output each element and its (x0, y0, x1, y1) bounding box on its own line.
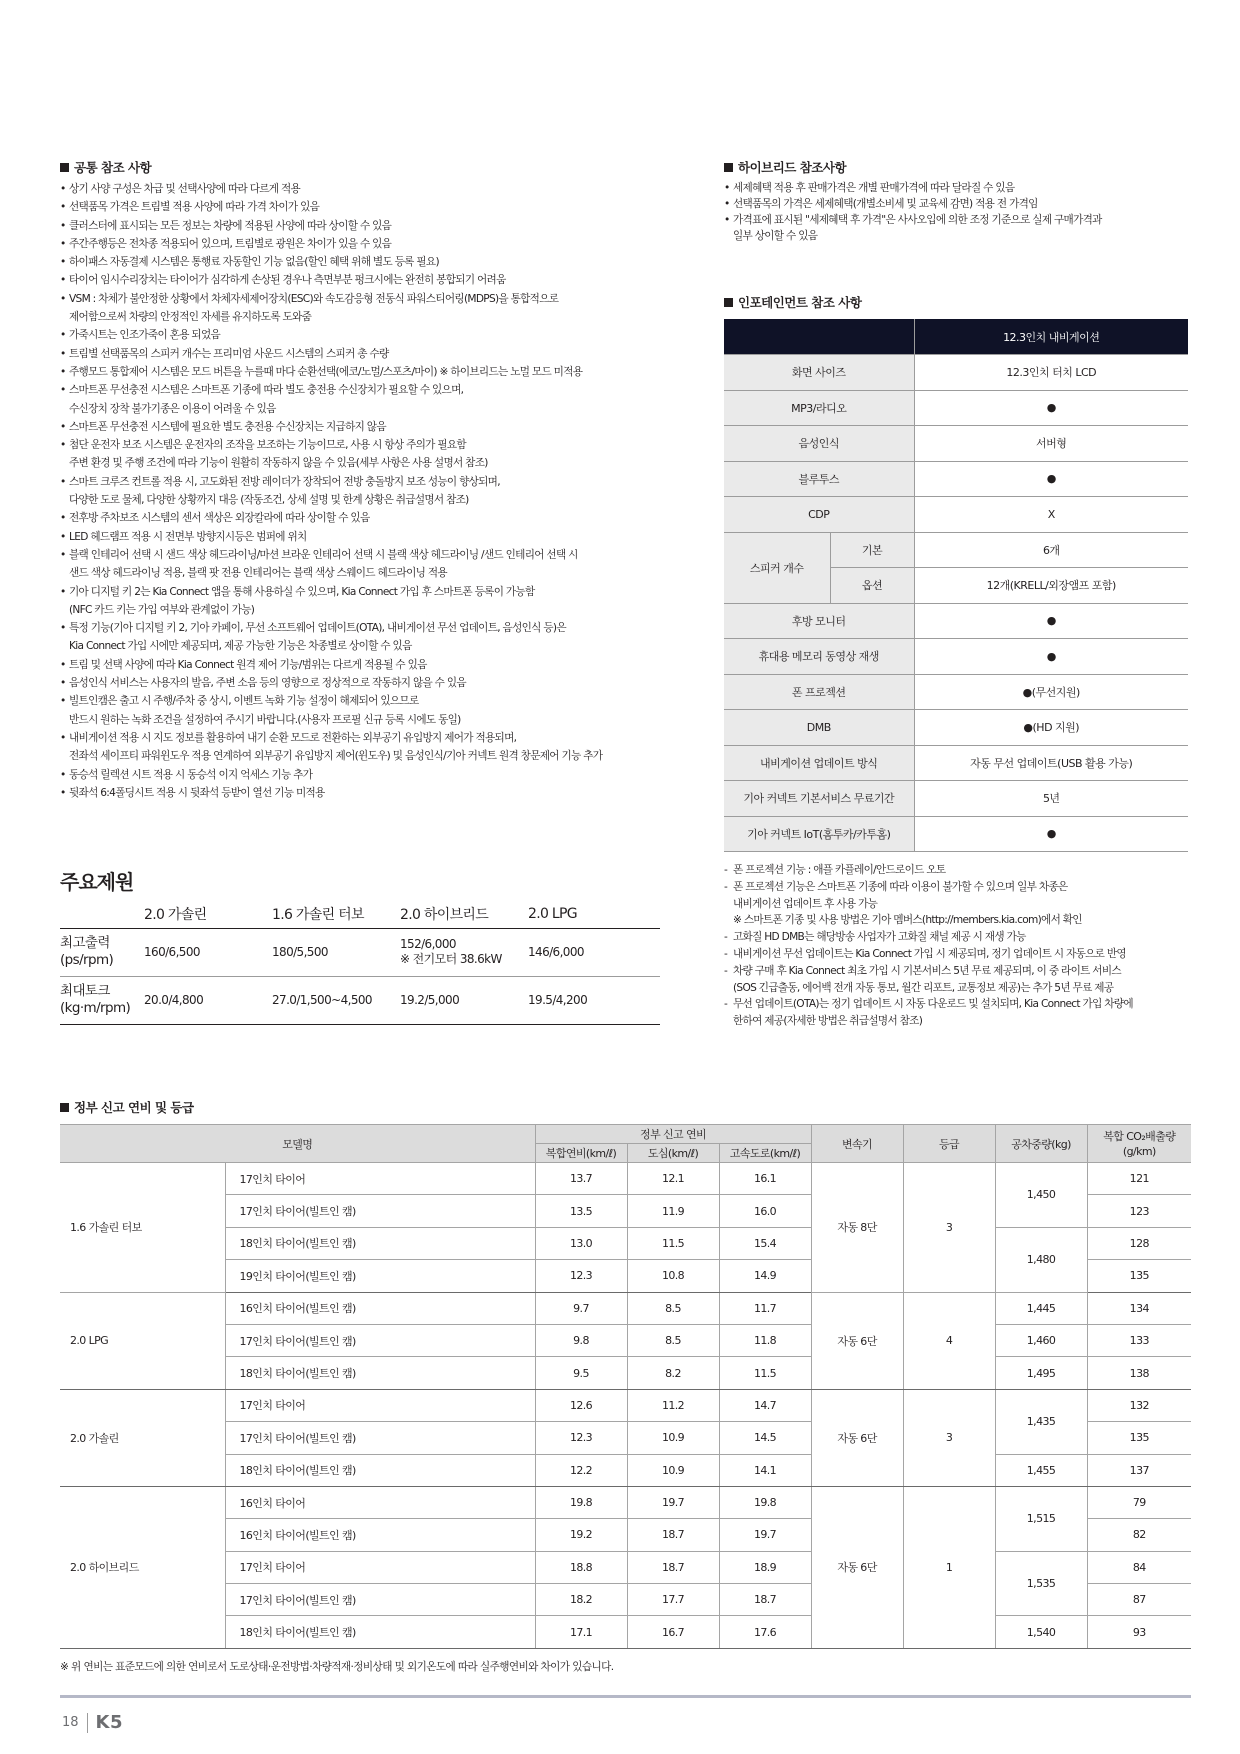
fuel-footnote: ※ 위 연비는 표준모드에 의한 연비로서 도로상태·운전방법·차량적재·정비상태 및 외기온도에 따라 실주행연비와 차이가 있습니다. (60, 1660, 614, 1673)
table-row: 17인치 타이어(빌트인 캠) 18.2 17.7 18.7 87 (60, 1584, 1191, 1616)
table-row: 2.0 LPG 16인치 타이어(빌트인 캠) 9.7 8.5 11.7 자동 6단 4 1,445 134 (60, 1292, 1191, 1324)
list-item: - 차량 구매 후 Kia Connect 최초 가입 시 기본서비스 5년 무료 제공되며, 이 중 라이트 서비스 (SOS 긴급출동, 에어백 전개 자동 통보, 월간 리포트, 교통정보 제공)는 추가 5년 무료 제공 (724, 963, 1188, 997)
common-notes-list (60, 180, 680, 802)
list-item: • 트림별 선택품목의 스피커 개수는 프리미엄 사운드 시스템의 스피커 총 수량 (60, 345, 680, 363)
footer-divider (87, 1713, 88, 1733)
list-item: • 뒷좌석 6:4폴딩시트 적용 시 뒷좌석 등받이 열선 기능 미적용 (60, 784, 680, 802)
table-row: 18인치 타이어(빌트인 캠) 12.2 10.9 14.1 1,455 137 (60, 1454, 1191, 1486)
table-row: 후방 모니터 ● (724, 603, 1188, 639)
list-item: • 블랙 인테리어 선택 시 샌드 색상 헤드라이닝/마션 브라운 인테리어 선택 시 블랙 색상 헤드라이닝 /샌드 인테리어 선택 시 샌드 색상 헤드라이닝 적용, 블랙 팟 전용 인테리어는 블랙 색상 스웨이드 헤드라이닝 적용 (60, 546, 680, 583)
list-item: - 폰 프로젝션 기능은 스마트폰 기종에 따라 이용이 불가할 수 있으며 일부 차종은 내비게이션 업데이트 후 사용 가능 (724, 879, 1188, 913)
table-row: 휴대용 메모리 동영상 재생 ● (724, 639, 1188, 675)
table-row: 2.0 하이브리드 16인치 타이어 19.8 19.7 19.8 자동 6단 1 1,515 79 (60, 1486, 1191, 1518)
table-row: 18인치 타이어(빌트인 캠) 17.1 16.7 17.6 1,540 93 (60, 1616, 1191, 1648)
list-item: • 세제혜택 적용 후 판매가격은 개별 판매가격에 따라 달라질 수 있음 (724, 180, 1184, 196)
list-item: • 전후방 주차보조 시스템의 센서 색상은 외장칼라에 따라 상이할 수 있음 (60, 509, 680, 527)
table-row: 17인치 타이어(빌트인 캠) 12.3 10.9 14.5 135 (60, 1422, 1191, 1454)
list-item: • 가격표에 표시된 "세제혜택 후 가격"은 사사오입에 의한 조정 기준으로 실제 구매가격과 일부 상이할 수 있음 (724, 212, 1184, 244)
spec-table (60, 901, 660, 1025)
table-row: 최고출력 (ps/rpm) 160/6,500 180/5,500 152/6,000 ※ 전기모터 38.6kW 146/6,000 (60, 928, 660, 976)
table-row: 2.0 가솔린 17인치 타이어 12.6 11.2 14.7 자동 6단 3 1,435 132 (60, 1389, 1191, 1421)
economy-header: 정부 신고 연비 (535, 1125, 811, 1144)
list-item: • 첨단 운전자 보조 시스템은 운전자의 조작을 보조하는 기능이므로, 사용 시 항상 주의가 필요함 주변 환경 및 주행 조건에 따라 기능이 원활히 작동하지 않을 수 있음(세부 사항은 사용 설명서 참조) (60, 436, 680, 473)
fuel-section (60, 1098, 1191, 1674)
table-row: 18인치 타이어(빌트인 캠) 9.5 8.2 11.5 1,495 138 (60, 1357, 1191, 1389)
list-item: • 트림 및 선택 사양에 따라 Kia Connect 원격 제어 기능/범위는 다르게 적용될 수 있음 (60, 656, 680, 674)
table-row: 기아 커넥트 IoT(홈투카/카투홈) ● (724, 816, 1188, 852)
hybrid-notes-list (724, 180, 1184, 244)
city-header: 도심(km/ℓ) (627, 1144, 719, 1163)
list-item: • 타이어 임시수리장치는 타이어가 심각하게 손상된 경우나 측면부분 펑크시에는 완전히 봉합되기 어려움 (60, 271, 680, 289)
table-row: DMB ●(HD 지원) (724, 710, 1188, 746)
list-item: • 주간주행등은 전차종 적용되어 있으며, 트림별로 광원은 차이가 있을 수 있음 (60, 235, 680, 253)
list-item: • 스마트폰 무선충전 시스템에 필요한 별도 충전용 수신장치는 지급하지 않음 (60, 418, 680, 436)
table-row: 1.6 가솔린 터보 17인치 타이어 13.7 12.1 16.1 자동 8단 3 1,450 121 (60, 1163, 1191, 1195)
infotainment-table (724, 319, 1188, 852)
spec-title: 주요제원 (60, 870, 134, 894)
table-row: 최대토크 (kg·m/rpm) 20.0/4,800 27.0/1,500~4,500 19.2/5,000 19.5/4,200 (60, 976, 660, 1024)
square-bullet-icon (60, 163, 69, 172)
highway-header: 고속도로(km/ℓ) (719, 1144, 811, 1163)
table-row: 17인치 타이어 18.8 18.7 18.9 1,535 84 (60, 1551, 1191, 1583)
list-item: • 특정 기능(기아 디지털 키 2, 기아 카페이, 무선 소프트웨어 업데이트(OTA), 내비게이션 무선 업데이트, 음성인식 등)은 Kia Connect 가입 시에만 제공되며, 제공 가능한 기능은 차종별로 상이할 수 있음 (60, 619, 680, 656)
grade-header: 등급 (903, 1125, 995, 1163)
table-row: 스피커 개수 기본 6개 (724, 532, 1188, 568)
list-item: • VSM : 차체가 불안정한 상황에서 차체자세제어장치(ESC)와 속도감응형 전동식 파워스티어링(MDPS)을 통합적으로 제어함으로써 차량의 안정적인 자세를 유지하도록 도와줌 (60, 290, 680, 327)
list-item: • 가죽시트는 인조가죽이 혼용 되었음 (60, 326, 680, 344)
footer-rule (60, 1695, 1191, 1698)
hybrid-notes-title: 하이브리드 참조사항 (724, 158, 1184, 176)
infotainment-title: 인포테인먼트 참조 사항 (724, 293, 1188, 311)
table-row: MP3/라디오 ● (724, 390, 1188, 426)
table-row: 옵션 12개(KRELL/외장앰프 포함) (724, 568, 1188, 604)
list-item: • 선택품목의 가격은 세제혜택(개별소비세 및 교육세 감면) 적용 전 가격임 (724, 196, 1184, 212)
list-item: • 스마트 크루즈 컨트롤 적용 시, 고도화된 전방 레이더가 장착되어 전방 충돌방지 보조 성능이 향상되며, 다양한 도로 물체, 다양한 상황까지 대응 (작동조건, 상세 설명 및 한계 상황은 취급설명서 참조) (60, 473, 680, 510)
weight-header: 공차중량(kg) (995, 1125, 1087, 1163)
co2-header: 복합 CO₂배출량 (g/km) (1087, 1125, 1191, 1163)
page-number: 18 (62, 1715, 79, 1730)
list-item: • 스마트폰 무선충전 시스템은 스마트폰 기종에 따라 별도 충전용 수신장치가 필요할 수 있으며, 수신장치 장착 불가기종은 이용이 어려울 수 있음 (60, 381, 680, 418)
list-item: • 주행모드 통합제어 시스템은 모드 버튼을 누를때 마다 순환선택(에코/노멀/스포츠/마이) ※ 하이브리드는 노멀 모드 미적용 (60, 363, 680, 381)
model-header: 모델명 (60, 1125, 535, 1163)
table-row: 17인치 타이어(빌트인 캠) 13.5 11.9 16.0 123 (60, 1195, 1191, 1227)
fuel-table (60, 1124, 1191, 1649)
list-item: • 빌트인캠은 출고 시 주행/주차 중 상시, 이벤트 녹화 기능 설정이 해제되어 있으므로 반드시 원하는 녹화 조건을 설정하여 주시기 바랍니다.(사용자 프로필 신규 등록 시에도 동일) (60, 692, 680, 729)
list-item: • 클러스터에 표시되는 모든 정보는 차량에 적용된 사양에 따라 상이할 수 있음 (60, 217, 680, 235)
common-notes-title: 공통 참조 사항 (60, 158, 680, 176)
table-row: 기아 커넥트 기본서비스 무료기간 5년 (724, 781, 1188, 817)
table-header-row: 2.0 가솔린 1.6 가솔린 터보 2.0 하이브리드 2.0 LPG (60, 901, 660, 928)
list-item: • 하이패스 자동결제 시스템은 통행료 자동할인 기능 없음(할인 혜택 위해 별도 등록 필요) (60, 253, 680, 271)
list-item: - 고화질 HD DMB는 해당방송 사업자가 고화질 채널 제공 시 재생 가능 (724, 929, 1188, 946)
table-header-empty (724, 319, 914, 355)
list-item: - 폰 프로젝션 기능 : 애플 카플레이/안드로이드 오토 (724, 862, 1188, 879)
table-row: 블루투스 ● (724, 461, 1188, 497)
table-row: CDP X (724, 497, 1188, 533)
table-row: 17인치 타이어(빌트인 캠) 9.8 8.5 11.8 1,460 133 (60, 1324, 1191, 1356)
table-header-navigation: 12.3인치 내비게이션 (914, 319, 1188, 355)
list-item: ※ 스마트폰 기종 및 사용 방법은 기아 멤버스(http://members.kia.com)에서 확인 (733, 914, 1082, 927)
transmission-header: 변속기 (811, 1125, 903, 1163)
table-row: 음성인식 서버형 (724, 426, 1188, 462)
table-row: 폰 프로젝션 ●(무선지원) (724, 674, 1188, 710)
spec-section (60, 866, 660, 1025)
list-item: • 선택품목 가격은 트림별 적용 사양에 따라 가격 차이가 있음 (60, 198, 680, 216)
list-item: • 상기 사양 구성은 차급 및 선택사양에 따라 다르게 적용 (60, 180, 680, 198)
footer-model-name: K5 (95, 1712, 124, 1733)
square-bullet-icon (60, 1103, 69, 1112)
infotainment-notes-list (724, 862, 1188, 1030)
table-row: 18인치 타이어(빌트인 캠) 13.0 11.5 15.4 1,480 128 (60, 1227, 1191, 1259)
combined-header: 복합연비(km/ℓ) (535, 1144, 627, 1163)
list-item: - 내비게이션 무선 업데이트는 Kia Connect 가입 시 제공되며, 정기 업데이트 시 자동으로 반영 (724, 946, 1188, 963)
list-item: • 기아 디지털 키 2는 Kia Connect 앱을 통해 사용하실 수 있으며, Kia Connect 가입 후 스마트폰 등록이 가능함 (NFC 카드 키는 가입 여부와 관계없이 가능) (60, 583, 680, 620)
square-bullet-icon (724, 298, 733, 307)
table-row: 내비게이션 업데이트 방식 자동 무선 업데이트(USB 활용 가능) (724, 745, 1188, 781)
list-item: - 무선 업데이트(OTA)는 정기 업데이트 시 자동 다운로드 및 설치되며, Kia Connect 가입 차량에 한하여 제공(자세한 방법은 취급설명서 참조) (724, 996, 1188, 1030)
table-row: 19인치 타이어(빌트인 캠) 12.3 10.8 14.9 135 (60, 1260, 1191, 1292)
footer (62, 1712, 123, 1733)
square-bullet-icon (724, 163, 733, 172)
infotainment-section (724, 293, 1188, 1030)
table-row: 화면 사이즈 12.3인치 터치 LCD (724, 355, 1188, 391)
hybrid-notes-section (724, 158, 1184, 244)
list-item: • 음성인식 서비스는 사용자의 발음, 주변 소음 등의 영향으로 정상적으로 작동하지 않을 수 있음 (60, 674, 680, 692)
list-item: • 내비게이션 적용 시 지도 정보를 활용하여 내기 순환 모드로 전환하는 외부공기 유입방지 제어가 적용되며, 전좌석 세이프티 파워윈도우 적용 연계하여 외부공기 유입방지 제어(윈도우) 및 음성인식/기아 커넥트 원격 창문제어 기능 추가 (60, 729, 680, 766)
common-notes-section (60, 158, 680, 802)
fuel-title: 정부 신고 연비 및 등급 (60, 1098, 1191, 1116)
table-row: 16인치 타이어(빌트인 캠) 19.2 18.7 19.7 82 (60, 1519, 1191, 1551)
list-item: • LED 헤드램프 적용 시 전면부 방향지시등은 범퍼에 위치 (60, 528, 680, 546)
list-item: • 동승석 릴렉션 시트 적용 시 동승석 이지 억세스 기능 추가 (60, 766, 680, 784)
